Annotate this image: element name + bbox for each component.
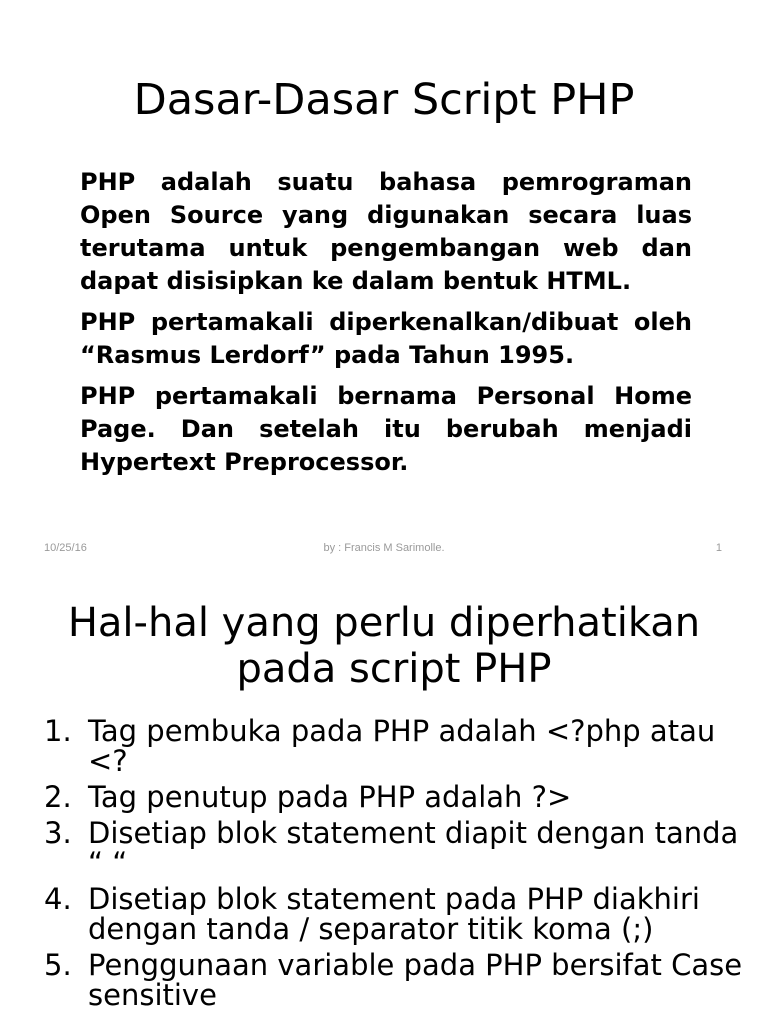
list-item: [44, 950, 744, 1010]
slide-title-line-2: pada script PHP: [236, 646, 552, 692]
list-number: 1.: [44, 714, 72, 748]
list-item: [44, 716, 744, 776]
list-text: Disetiap blok statement diapit dengan tanda “ “: [88, 816, 739, 880]
list-text: Tag penutup pada PHP adalah ?>: [88, 780, 572, 814]
list-text: Penggunaan variable pada PHP bersifat Case sensitive: [88, 948, 743, 1012]
list-number: 4.: [44, 882, 72, 916]
footer-page-number: 1: [715, 542, 722, 554]
footer-date: 10/25/16: [44, 542, 87, 554]
slide-2: [0, 576, 768, 1024]
list-item: [44, 884, 744, 944]
numbered-list: [44, 716, 744, 1016]
footer-author: by : Francis M Sarimolle.: [323, 542, 445, 554]
list-text: Disetiap blok statement pada PHP diakhiri dengan tanda / separator titik koma (;): [88, 882, 700, 946]
slide-title: [0, 600, 768, 692]
list-number: 3.: [44, 816, 72, 850]
list-number: 5.: [44, 948, 72, 982]
slide-title: Dasar-Dasar Script PHP: [133, 75, 635, 125]
list-item: [44, 782, 744, 812]
paragraph: PHP pertamakali bernama Personal Home Page. Dan setelah itu berubah menjadi Hypertext Preprocessor.: [80, 382, 692, 476]
list-item: [44, 818, 744, 878]
paragraph: PHP adalah suatu bahasa pemrograman Open Source yang digunakan secara luas terutama untuk pengembangan web dan dapat disisipkan ke dalam bentuk HTML.: [80, 168, 692, 295]
list-number: 2.: [44, 780, 72, 814]
list-text: Tag pembuka pada PHP adalah <?php atau <?: [88, 714, 716, 778]
slide-body: [80, 166, 692, 487]
slide-title-line-1: Hal-hal yang perlu diperhatikan: [67, 600, 701, 646]
paragraph: PHP pertamakali diperkenalkan/dibuat oleh “Rasmus Lerdorf” pada Tahun 1995.: [80, 308, 692, 369]
